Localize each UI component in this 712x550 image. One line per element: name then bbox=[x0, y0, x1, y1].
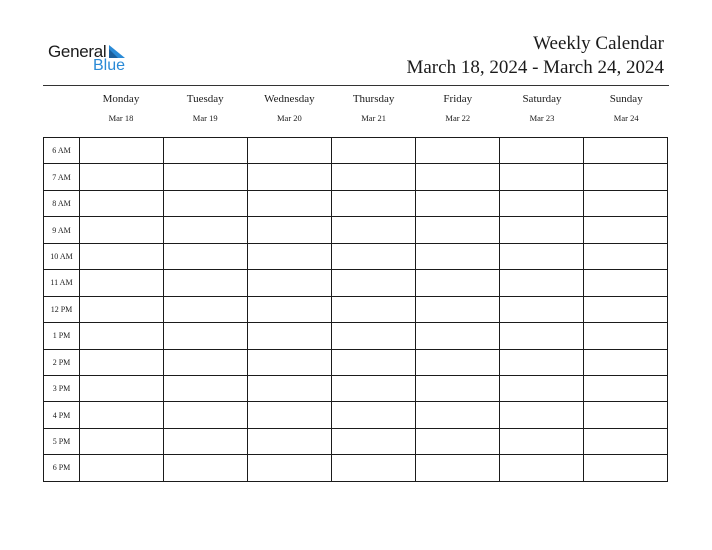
day-name: Friday bbox=[443, 93, 473, 105]
time-slot-cell[interactable] bbox=[332, 402, 416, 428]
time-slot-cell[interactable] bbox=[332, 455, 416, 481]
time-label: 3 PM bbox=[44, 375, 80, 401]
calendar-header bbox=[406, 33, 664, 80]
time-slot-cell[interactable] bbox=[416, 402, 500, 428]
time-slot-cell[interactable] bbox=[248, 323, 332, 349]
time-slot-cell[interactable] bbox=[416, 375, 500, 401]
time-slot-cell[interactable] bbox=[248, 455, 332, 481]
time-slot-cell[interactable] bbox=[500, 455, 584, 481]
day-header bbox=[163, 92, 247, 124]
time-slot-cell[interactable] bbox=[416, 164, 500, 190]
time-slot-cell[interactable] bbox=[584, 138, 668, 164]
day-name: Sunday bbox=[609, 93, 643, 105]
time-slot-cell[interactable] bbox=[584, 296, 668, 322]
day-date: Mar 20 bbox=[276, 113, 302, 123]
time-slot-cell[interactable] bbox=[500, 428, 584, 454]
time-slot-cell[interactable] bbox=[500, 270, 584, 296]
day-name: Monday bbox=[102, 93, 140, 105]
time-row bbox=[44, 323, 668, 349]
time-row bbox=[44, 455, 668, 481]
time-label: 12 PM bbox=[44, 296, 80, 322]
date-range: March 18, 2024 - March 24, 2024 bbox=[406, 57, 664, 78]
time-slot-cell[interactable] bbox=[500, 296, 584, 322]
time-slot-cell[interactable] bbox=[164, 243, 248, 269]
day-date: Mar 23 bbox=[529, 113, 555, 123]
time-slot-cell[interactable] bbox=[584, 455, 668, 481]
time-label: 10 AM bbox=[44, 243, 80, 269]
day-name: Thursday bbox=[352, 93, 395, 105]
time-slot-cell[interactable] bbox=[500, 243, 584, 269]
day-header bbox=[500, 92, 584, 124]
time-slot-cell[interactable] bbox=[248, 296, 332, 322]
time-label: 1 PM bbox=[44, 323, 80, 349]
logo bbox=[48, 42, 138, 76]
time-slot-cell[interactable] bbox=[248, 270, 332, 296]
day-date: Mar 22 bbox=[445, 113, 471, 123]
time-slot-cell[interactable] bbox=[164, 349, 248, 375]
time-slot-cell[interactable] bbox=[80, 296, 164, 322]
time-row bbox=[44, 243, 668, 269]
time-slot-cell[interactable] bbox=[248, 190, 332, 216]
day-date: Mar 24 bbox=[613, 113, 639, 123]
day-date: Mar 18 bbox=[108, 113, 134, 123]
time-slot-cell[interactable] bbox=[80, 217, 164, 243]
time-slot-cell[interactable] bbox=[416, 455, 500, 481]
time-slot-cell[interactable] bbox=[332, 138, 416, 164]
day-date: Mar 19 bbox=[192, 113, 218, 123]
time-slot-cell[interactable] bbox=[164, 323, 248, 349]
time-slot-cell[interactable] bbox=[80, 270, 164, 296]
time-slot-cell[interactable] bbox=[332, 323, 416, 349]
page-title: Weekly Calendar bbox=[533, 33, 664, 54]
time-slot-cell[interactable] bbox=[584, 402, 668, 428]
time-row bbox=[44, 428, 668, 454]
time-slot-cell[interactable] bbox=[80, 375, 164, 401]
time-row bbox=[44, 270, 668, 296]
time-slot-cell[interactable] bbox=[416, 296, 500, 322]
time-slot-cell[interactable] bbox=[584, 243, 668, 269]
day-header bbox=[247, 92, 331, 124]
time-slot-cell[interactable] bbox=[500, 323, 584, 349]
time-slot-cell[interactable] bbox=[80, 402, 164, 428]
time-label: 6 PM bbox=[44, 455, 80, 481]
time-slot-cell[interactable] bbox=[332, 243, 416, 269]
time-slot-cell[interactable] bbox=[164, 138, 248, 164]
time-slot-cell[interactable] bbox=[584, 270, 668, 296]
time-slot-cell[interactable] bbox=[500, 190, 584, 216]
time-slot-cell[interactable] bbox=[416, 428, 500, 454]
time-slot-cell[interactable] bbox=[332, 164, 416, 190]
day-header bbox=[332, 92, 416, 124]
time-label: 6 AM bbox=[44, 138, 80, 164]
time-slot-cell[interactable] bbox=[80, 243, 164, 269]
time-slot-cell[interactable] bbox=[164, 190, 248, 216]
logo-word-blue: Blue bbox=[93, 57, 126, 74]
time-slot-cell[interactable] bbox=[164, 402, 248, 428]
time-slot-cell[interactable] bbox=[416, 138, 500, 164]
time-slot-cell[interactable] bbox=[584, 164, 668, 190]
time-row bbox=[44, 375, 668, 401]
time-slot-cell[interactable] bbox=[80, 190, 164, 216]
time-label: 11 AM bbox=[44, 270, 80, 296]
time-slot-cell[interactable] bbox=[248, 375, 332, 401]
time-row bbox=[44, 349, 668, 375]
time-slot-cell[interactable] bbox=[500, 375, 584, 401]
time-slot-cell[interactable] bbox=[332, 349, 416, 375]
time-slot-cell[interactable] bbox=[332, 375, 416, 401]
time-label: 7 AM bbox=[44, 164, 80, 190]
time-label: 9 AM bbox=[44, 217, 80, 243]
time-row bbox=[44, 138, 668, 164]
time-slot-cell[interactable] bbox=[80, 428, 164, 454]
time-slot-cell[interactable] bbox=[80, 164, 164, 190]
time-slot-cell[interactable] bbox=[500, 402, 584, 428]
time-slot-cell[interactable] bbox=[164, 270, 248, 296]
day-date: Mar 21 bbox=[361, 113, 386, 123]
header-divider bbox=[43, 85, 669, 86]
logo-word-general: General bbox=[48, 42, 107, 61]
time-slot-cell[interactable] bbox=[164, 217, 248, 243]
time-slot-cell[interactable] bbox=[332, 270, 416, 296]
time-slot-cell[interactable] bbox=[500, 349, 584, 375]
time-label: 4 PM bbox=[44, 402, 80, 428]
time-slot-cell[interactable] bbox=[164, 455, 248, 481]
time-slot-cell[interactable] bbox=[416, 323, 500, 349]
day-name: Saturday bbox=[522, 93, 562, 105]
time-slot-cell[interactable] bbox=[80, 138, 164, 164]
time-slot-cell[interactable] bbox=[500, 138, 584, 164]
time-slot-cell[interactable] bbox=[248, 428, 332, 454]
time-slot-cell[interactable] bbox=[584, 375, 668, 401]
time-label: 8 AM bbox=[44, 190, 80, 216]
time-slot-cell[interactable] bbox=[416, 243, 500, 269]
time-row bbox=[44, 217, 668, 243]
time-slot-cell[interactable] bbox=[248, 138, 332, 164]
time-slot-cell[interactable] bbox=[164, 296, 248, 322]
time-slot-cell[interactable] bbox=[584, 190, 668, 216]
day-header bbox=[584, 92, 668, 124]
time-slot-cell[interactable] bbox=[332, 428, 416, 454]
schedule-grid bbox=[43, 137, 668, 482]
time-row bbox=[44, 402, 668, 428]
time-row bbox=[44, 190, 668, 216]
time-slot-cell[interactable] bbox=[332, 190, 416, 216]
time-slot-cell[interactable] bbox=[500, 217, 584, 243]
time-slot-cell[interactable] bbox=[416, 217, 500, 243]
time-row bbox=[44, 164, 668, 190]
time-slot-cell[interactable] bbox=[584, 323, 668, 349]
time-slot-cell[interactable] bbox=[332, 217, 416, 243]
day-header bbox=[416, 92, 500, 124]
time-slot-cell[interactable] bbox=[248, 349, 332, 375]
time-slot-cell[interactable] bbox=[164, 164, 248, 190]
time-slot-cell[interactable] bbox=[80, 349, 164, 375]
time-row bbox=[44, 296, 668, 322]
time-slot-cell[interactable] bbox=[248, 164, 332, 190]
time-slot-cell[interactable] bbox=[248, 402, 332, 428]
time-slot-cell[interactable] bbox=[584, 428, 668, 454]
time-label: 2 PM bbox=[44, 349, 80, 375]
time-slot-cell[interactable] bbox=[416, 270, 500, 296]
time-slot-cell[interactable] bbox=[500, 164, 584, 190]
time-slot-cell[interactable] bbox=[80, 323, 164, 349]
time-slot-cell[interactable] bbox=[248, 243, 332, 269]
time-slot-cell[interactable] bbox=[164, 375, 248, 401]
time-slot-cell[interactable] bbox=[584, 217, 668, 243]
time-slot-cell[interactable] bbox=[416, 349, 500, 375]
time-slot-cell[interactable] bbox=[332, 296, 416, 322]
time-slot-cell[interactable] bbox=[416, 190, 500, 216]
day-header bbox=[79, 92, 163, 124]
day-name: Wednesday bbox=[264, 93, 315, 105]
time-slot-cell[interactable] bbox=[80, 455, 164, 481]
time-label: 5 PM bbox=[44, 428, 80, 454]
time-slot-cell[interactable] bbox=[248, 217, 332, 243]
day-name: Tuesday bbox=[186, 93, 224, 105]
time-slot-cell[interactable] bbox=[164, 428, 248, 454]
time-slot-cell[interactable] bbox=[584, 349, 668, 375]
